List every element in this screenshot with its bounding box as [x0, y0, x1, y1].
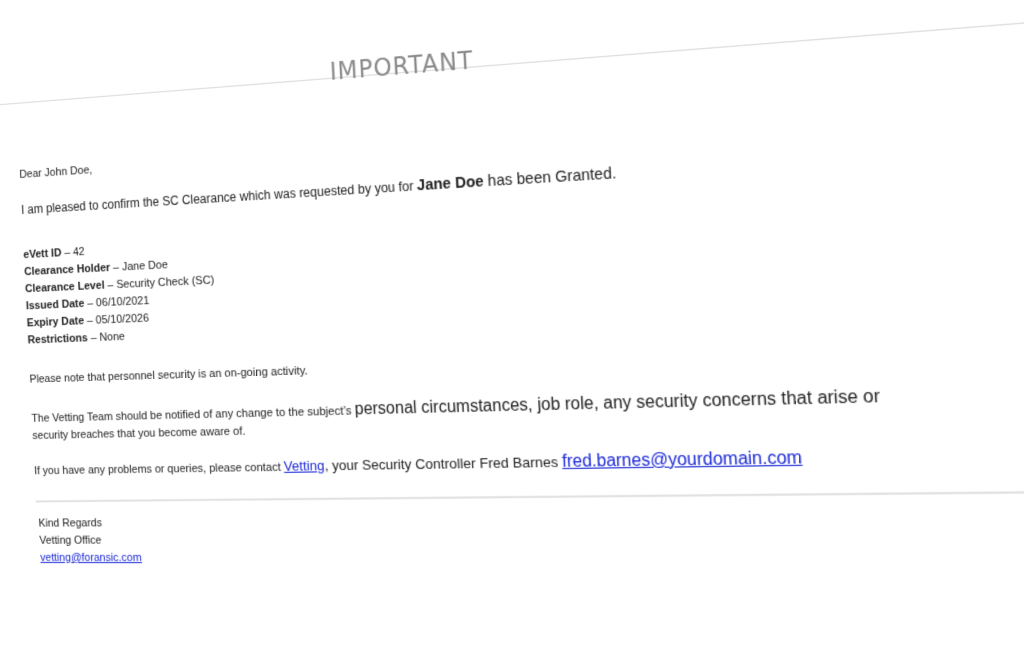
field-value: – None	[87, 330, 126, 345]
field-label: eVett ID	[23, 247, 62, 262]
signoff-office: Vetting Office	[39, 534, 102, 547]
vetting-notice	[31, 385, 974, 445]
letter-title: IMPORTANT	[329, 46, 475, 87]
signature-block	[38, 515, 142, 567]
signoff-regards: Kind Regards	[38, 517, 103, 530]
field-label: Restrictions	[27, 332, 89, 347]
controller-email-link[interactable]: fred.barnes@yourdomain.com	[561, 448, 803, 472]
top-divider	[0, 10, 1024, 105]
vetting-notice-part2: personal circumstances, job role, any security concerns that arise or	[354, 387, 881, 419]
vetting-link[interactable]: Vetting	[283, 457, 325, 474]
vetting-notice-part1: The Vetting Team should be notified of any change to the subject’s	[31, 404, 356, 425]
field-value: – 05/10/2026	[83, 312, 150, 328]
field-value: – Jane Doe	[109, 258, 169, 275]
confirmation-suffix: has been Granted.	[483, 165, 617, 191]
field-label: Clearance Level	[24, 279, 105, 296]
field-value: – Security Check (SC)	[104, 274, 215, 292]
contact-sentence	[34, 446, 977, 480]
letter-body	[19, 103, 977, 480]
ongoing-note: Please note that personnel security is an on-going activity.	[29, 364, 308, 386]
contact-middle: , your Security Controller Fred Barnes	[324, 453, 563, 474]
contact-prefix: If you have any problems or queries, please contact	[33, 461, 285, 478]
signature-divider	[36, 490, 1024, 502]
office-email-link[interactable]: vetting@foransic.com	[39, 551, 142, 565]
clearance-details	[23, 196, 968, 349]
vetting-notice-part3: security breaches that you become aware of.	[32, 425, 246, 443]
field-label: Clearance Holder	[23, 261, 111, 279]
subject-name: Jane Doe	[416, 173, 485, 195]
greeting: Dear John Doe,	[19, 164, 93, 181]
confirmation-prefix: I am pleased to confirm the SC Clearance which was requested by you for	[20, 178, 418, 218]
field-label: Issued Date	[25, 297, 85, 313]
field-value: – 06/10/2021	[84, 294, 150, 310]
field-label: Expiry Date	[26, 315, 85, 330]
field-value: – 42	[61, 245, 85, 260]
